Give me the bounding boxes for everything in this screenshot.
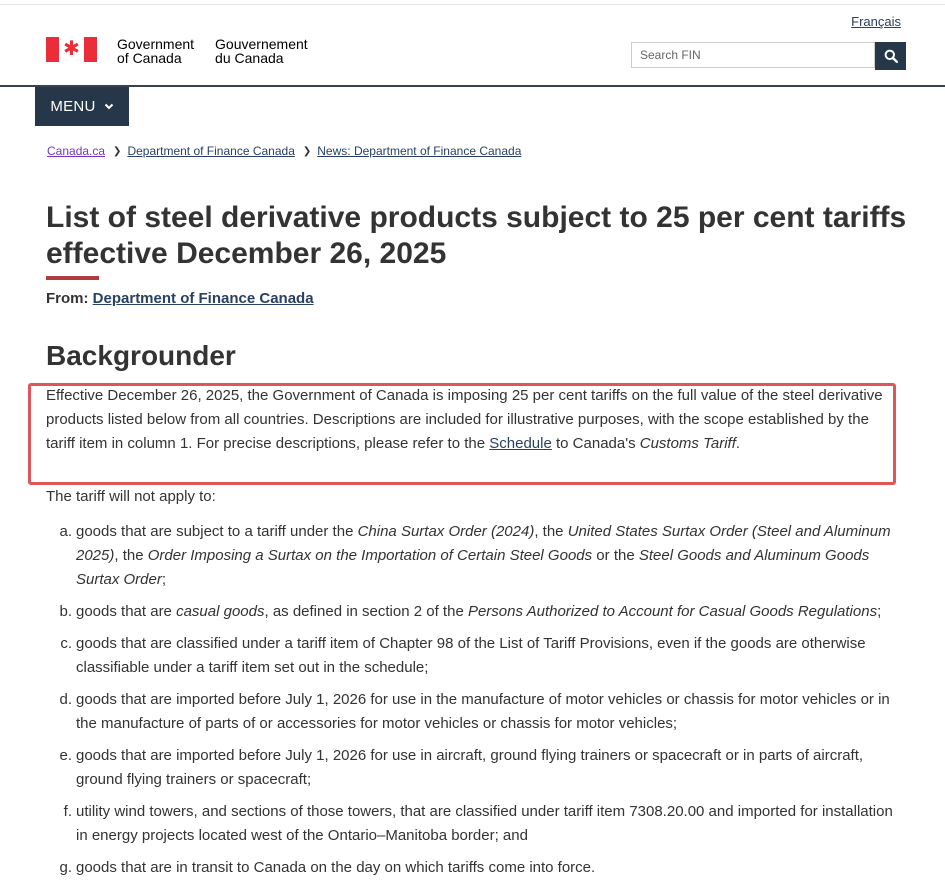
list-item: f. utility wind towers, and sections of those towers, that are classified under tariff item 7308.20.00 and imported for installation in energy projects located west of the Ontario–Manitoba border; and [63,803,893,844]
search-button[interactable] [875,42,906,70]
schedule-link[interactable]: Schedule [489,435,552,452]
language-toggle-link[interactable]: Français [851,14,901,29]
header-divider [0,85,945,87]
exclusions-intro: The tariff will not apply to: [46,488,216,505]
signature-french: Gouvernement du Canada [215,36,308,66]
search-input[interactable] [631,42,875,68]
page-title: List of steel derivative products subject to 25 per cent tariffs effective December 26, 2025 [46,201,907,270]
chevron-down-icon [104,103,114,110]
breadcrumb [47,144,521,158]
breadcrumb-finance[interactable]: Department of Finance Canada [127,144,295,158]
breadcrumb-news[interactable]: News: Department of Finance Canada [317,144,522,158]
government-signature[interactable] [46,37,308,65]
breadcrumb-canada[interactable]: Canada.ca [47,144,106,158]
canada-flag-icon: ✱ [46,37,97,62]
list-item: c. goods that are classified under a tariff item of Chapter 98 of the List of Tariff Provisions, even if the goods are otherwise classifiable under a tariff item set out in the schedule; [60,635,866,676]
intro-paragraph: Effective December 26, 2025, the Government of Canada is imposing 25 per cent tariffs on the full value of the steel derivative products listed below from all countries. Descriptions are included for illustrative purposes, with the scope established by the tariff item in column 1. For precise descriptions, please refer to the Schedule to Canada's Customs Tariff. [46,387,883,452]
from-department-link[interactable]: Department of Finance Canada [92,290,314,307]
top-border [0,4,945,5]
exclusions-list [46,520,906,888]
title-accent-bar [46,276,99,280]
list-item: a. goods that are subject to a tariff under the China Surtax Order (2024), the United States Surtax Order (Steel and Aluminum 2025), the Order Imposing a Surtax on the Importation of Certain Steel Goods or the Steel Goods and Aluminum Goods Surtax Order; [59,523,891,588]
search-form [631,42,906,70]
list-item: g. goods that are in transit to Canada on the day on which tariffs come into force. [59,859,596,876]
menu-button[interactable]: MENU [35,87,129,126]
signature-english: Government of Canada [117,36,195,66]
list-item: b. goods that are casual goods, as defined in section 2 of the Persons Authorized to Account for Casual Goods Regulations; [59,603,882,620]
list-item: e. goods that are imported before July 1, 2026 for use in aircraft, ground flying trainers or spacecraft or in parts of aircraft, ground flying trainers or spacecraft; [59,747,864,788]
list-item: d. goods that are imported before July 1, 2026 for use in the manufacture of motor vehicles or chassis for motor vehicles or in the manufacture of parts of or accessories for motor vehicles or chassis for motor vehicles; [59,691,890,732]
chevron-right-icon: ❯ [302,145,312,157]
chevron-right-icon: ❯ [113,145,122,157]
search-icon [884,49,898,63]
from-line: From: Department of Finance Canada [46,290,314,307]
section-heading: Backgrounder [46,340,236,371]
